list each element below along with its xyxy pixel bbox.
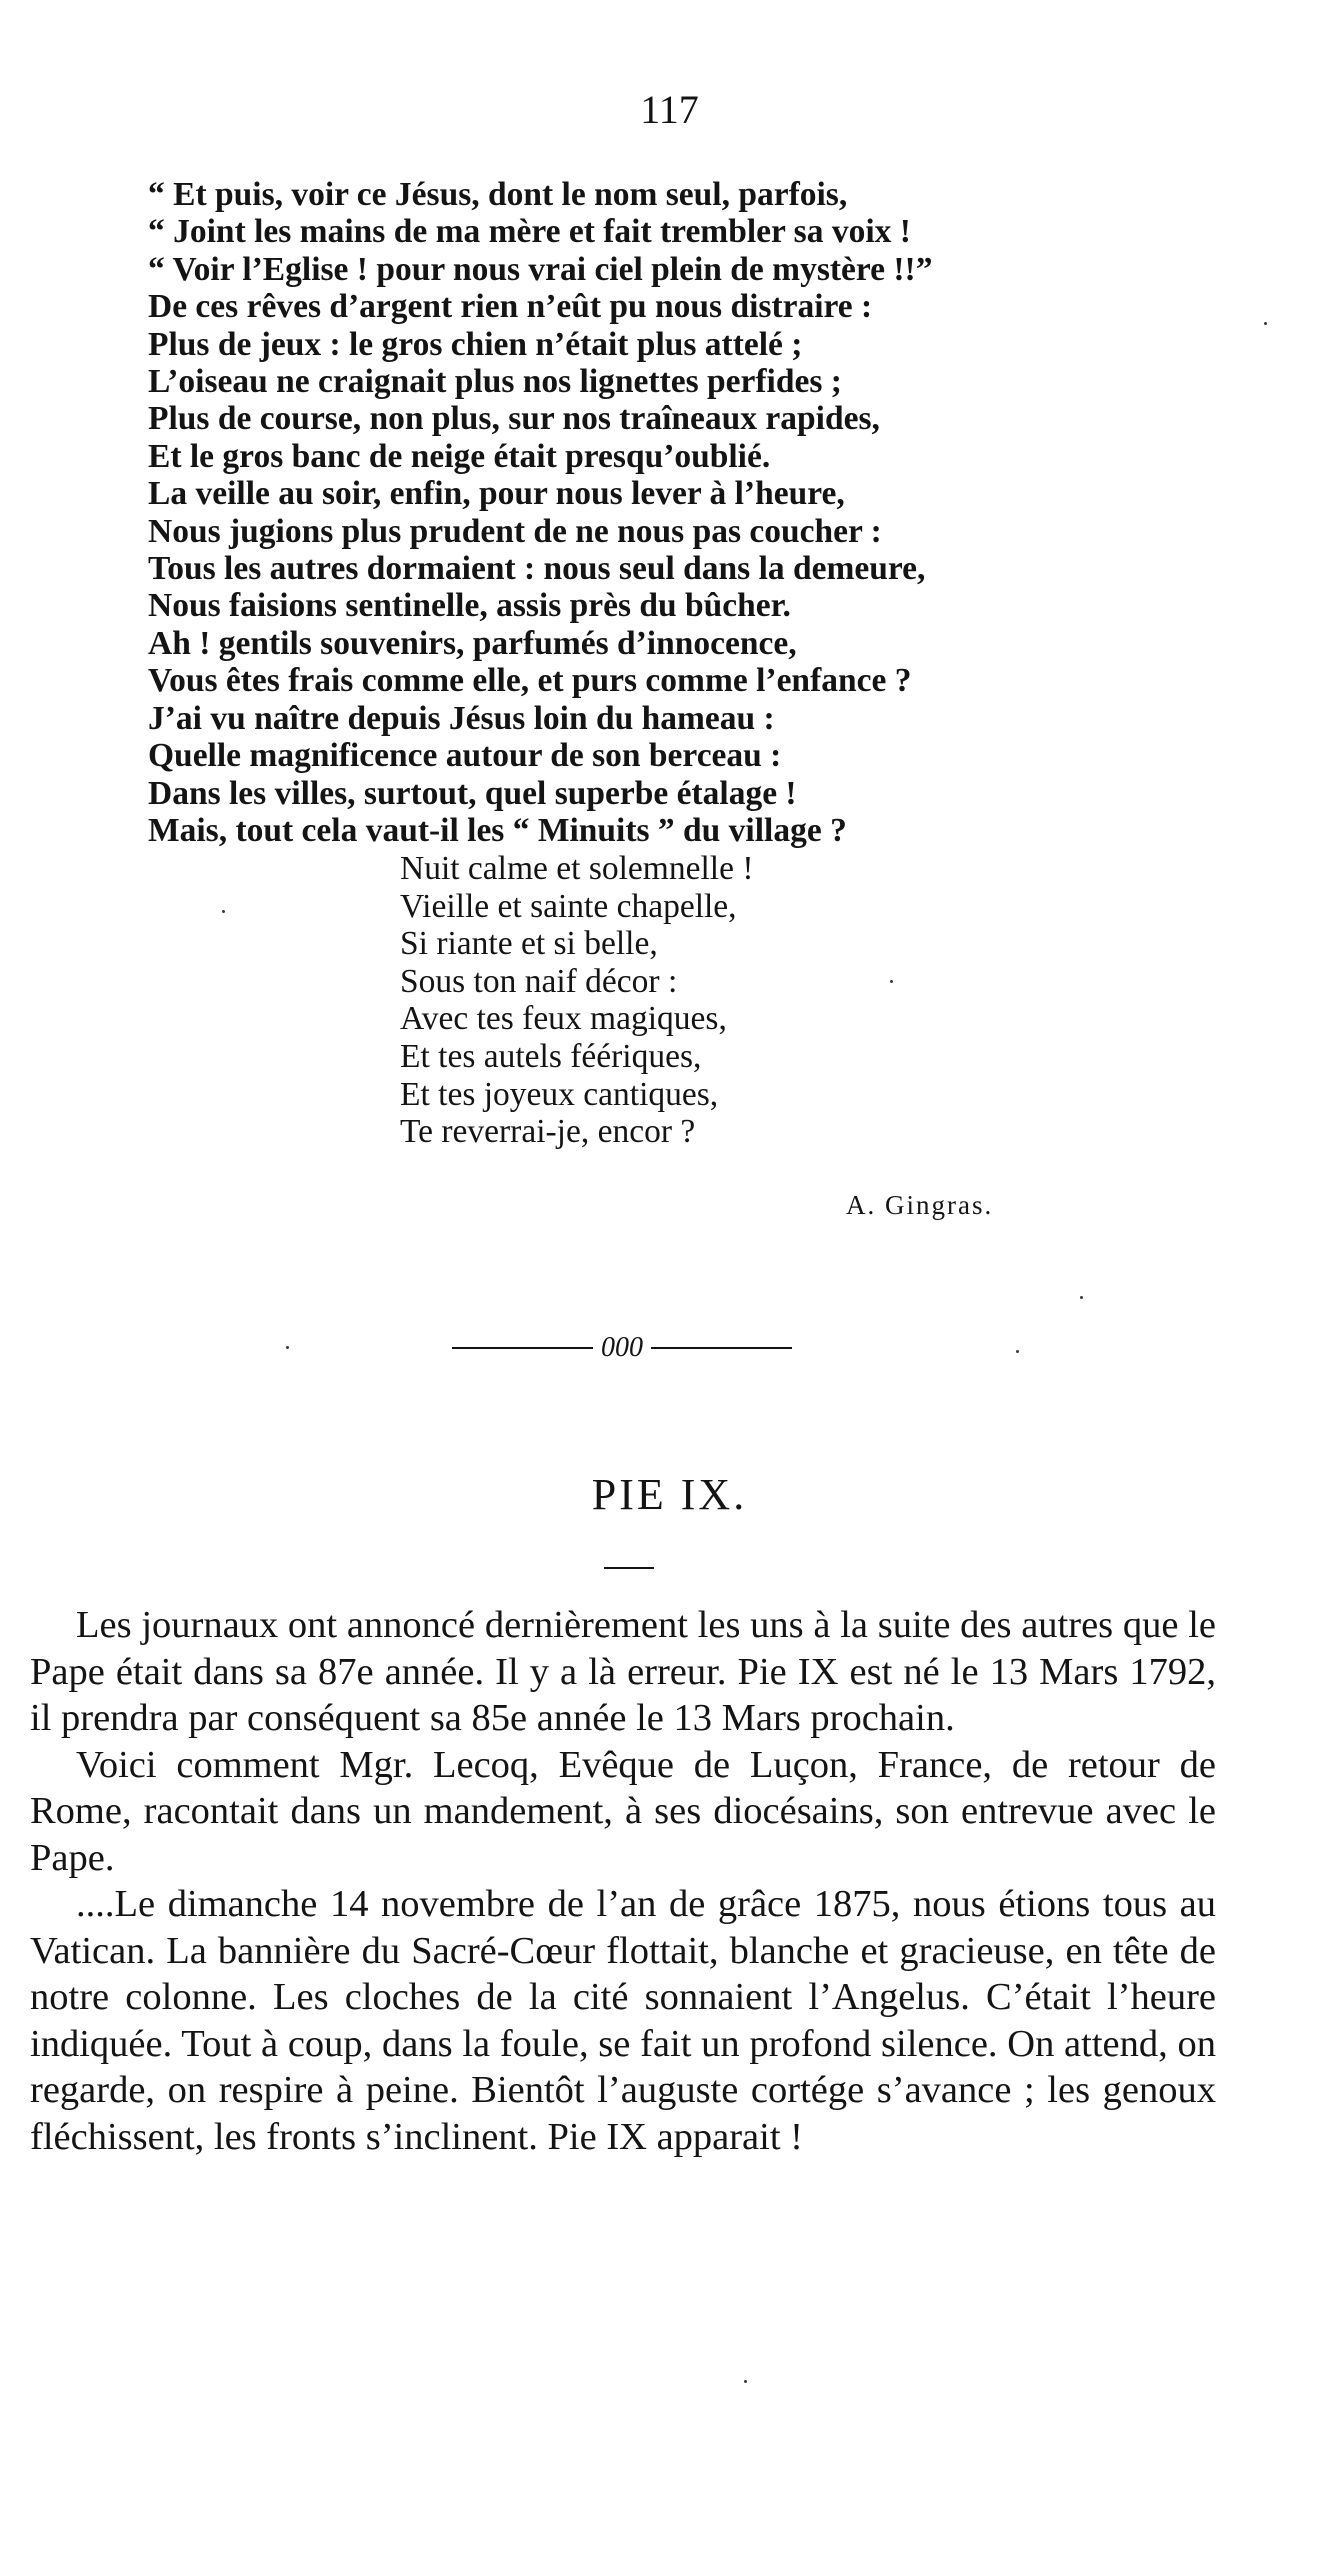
- article-paragraph: Voici comment Mgr. Lecoq, Evêque de Luçon, France, de retour de Rome, racontait dans un mandement, à ses diocésains, son entrevue avec le Pape.: [30, 1743, 1216, 1879]
- page-number: 117: [640, 87, 699, 132]
- stanza-line: Et tes autels féériques,: [400, 1037, 702, 1075]
- stanza-line: Te reverrai-je, encor ?: [400, 1113, 696, 1151]
- stanza-line: Sous ton naif décor :: [400, 962, 678, 1000]
- article-paragraph: Les journaux ont annoncé dernièrement les uns à la suite des autres que le Pape était dans sa 87e année. Il y a là erreur. Pie IX est né le 13 Mars 1792, il prendra par conséquent sa 85e année le 13 Mars prochain.: [30, 1604, 1216, 1739]
- separator-rule-left: [452, 1347, 593, 1349]
- stanza-line: Et tes joyeux cantiques,: [400, 1075, 719, 1113]
- poem-line: Tous les autres dormaient : nous seul dans la demeure,: [148, 550, 926, 588]
- section-separator: [452, 1328, 792, 1368]
- poem-line: “ Joint les mains de ma mère et fait trembler sa voix !: [148, 213, 911, 251]
- article-body: [30, 1602, 1216, 2160]
- poem-line: Plus de course, non plus, sur nos traîneaux rapides,: [148, 400, 880, 438]
- poem-line: Dans les villes, surtout, quel superbe étalage !: [148, 774, 797, 812]
- poem-line: Ah ! gentils souvenirs, parfumés d’innocence,: [148, 624, 797, 662]
- stanza-line: Nuit calme et solemnelle !: [400, 850, 754, 887]
- stanza-line: Vieille et sainte chapelle,: [400, 887, 737, 925]
- poem-line: Quelle magnificence autour de son berceau :: [148, 737, 782, 775]
- poem-line: Et le gros banc de neige était presqu’oublié.: [148, 437, 771, 475]
- poem-line: La veille au soir, enfin, pour nous lever à l’heure,: [148, 475, 845, 513]
- poem-line: “ Voir l’Eglise ! pour nous vrai ciel plein de mystère !!”: [148, 250, 933, 288]
- poem-refrain-stanza: [400, 850, 753, 1151]
- scan-speck: [1016, 1350, 1019, 1353]
- poem-line: “ Et puis, voir ce Jésus, dont le nom seul, parfois,: [148, 176, 848, 213]
- poem-line: L’oiseau ne craignait plus nos lignettes perfides ;: [148, 363, 842, 401]
- poem-line: De ces rêves d’argent rien n’eût pu nous distraire :: [148, 288, 873, 326]
- poem-line: Mais, tout cela vaut-il les “ Minuits ” du village ?: [148, 811, 847, 849]
- poem-verses: [148, 176, 932, 849]
- scan-speck: [1080, 1296, 1083, 1299]
- article-title: PIE IX.: [591, 1470, 748, 1519]
- poem-line: Vous êtes frais comme elle, et purs comme l’enfance ?: [148, 662, 912, 700]
- title-underline: [604, 1567, 654, 1569]
- poem-line: Nous faisions sentinelle, assis près du bûcher.: [148, 587, 791, 625]
- stanza-line: Avec tes feux magiques,: [400, 1000, 727, 1038]
- separator-rule-right: [651, 1347, 792, 1349]
- scan-speck: [222, 910, 225, 913]
- poem-line: J’ai vu naître depuis Jésus loin du hameau :: [148, 699, 775, 737]
- poem-signature: A. Gingras.: [846, 1190, 994, 1220]
- poem-line: Plus de jeux : le gros chien n’était plus attelé ;: [148, 325, 803, 363]
- scan-speck: [890, 980, 893, 983]
- scan-speck: [744, 2380, 747, 2383]
- poem-line: Nous jugions plus prudent de ne nous pas coucher :: [148, 512, 882, 550]
- stanza-line: Si riante et si belle,: [400, 925, 658, 963]
- article-paragraph: ....Le dimanche 14 novembre de l’an de grâce 1875, nous étions tous au Vatican. La bannière du Sacré-Cœur flottait, blanche et gracieuse, en tête de notre colonne. Les cloches de la cité sonnaient l’Angelus. C’était l’heure indiquée. Tout à coup, dans la foule, se fait un profond silence. On attend, on regarde, on respire à peine. Bientôt l’auguste cortége s’avance ; les genoux fléchissent, les fronts s’inclinent. Pie IX apparait !: [30, 1883, 1216, 2158]
- separator-mark: 000: [601, 1332, 643, 1363]
- scan-speck: [1264, 322, 1267, 325]
- scan-speck: [286, 1346, 289, 1349]
